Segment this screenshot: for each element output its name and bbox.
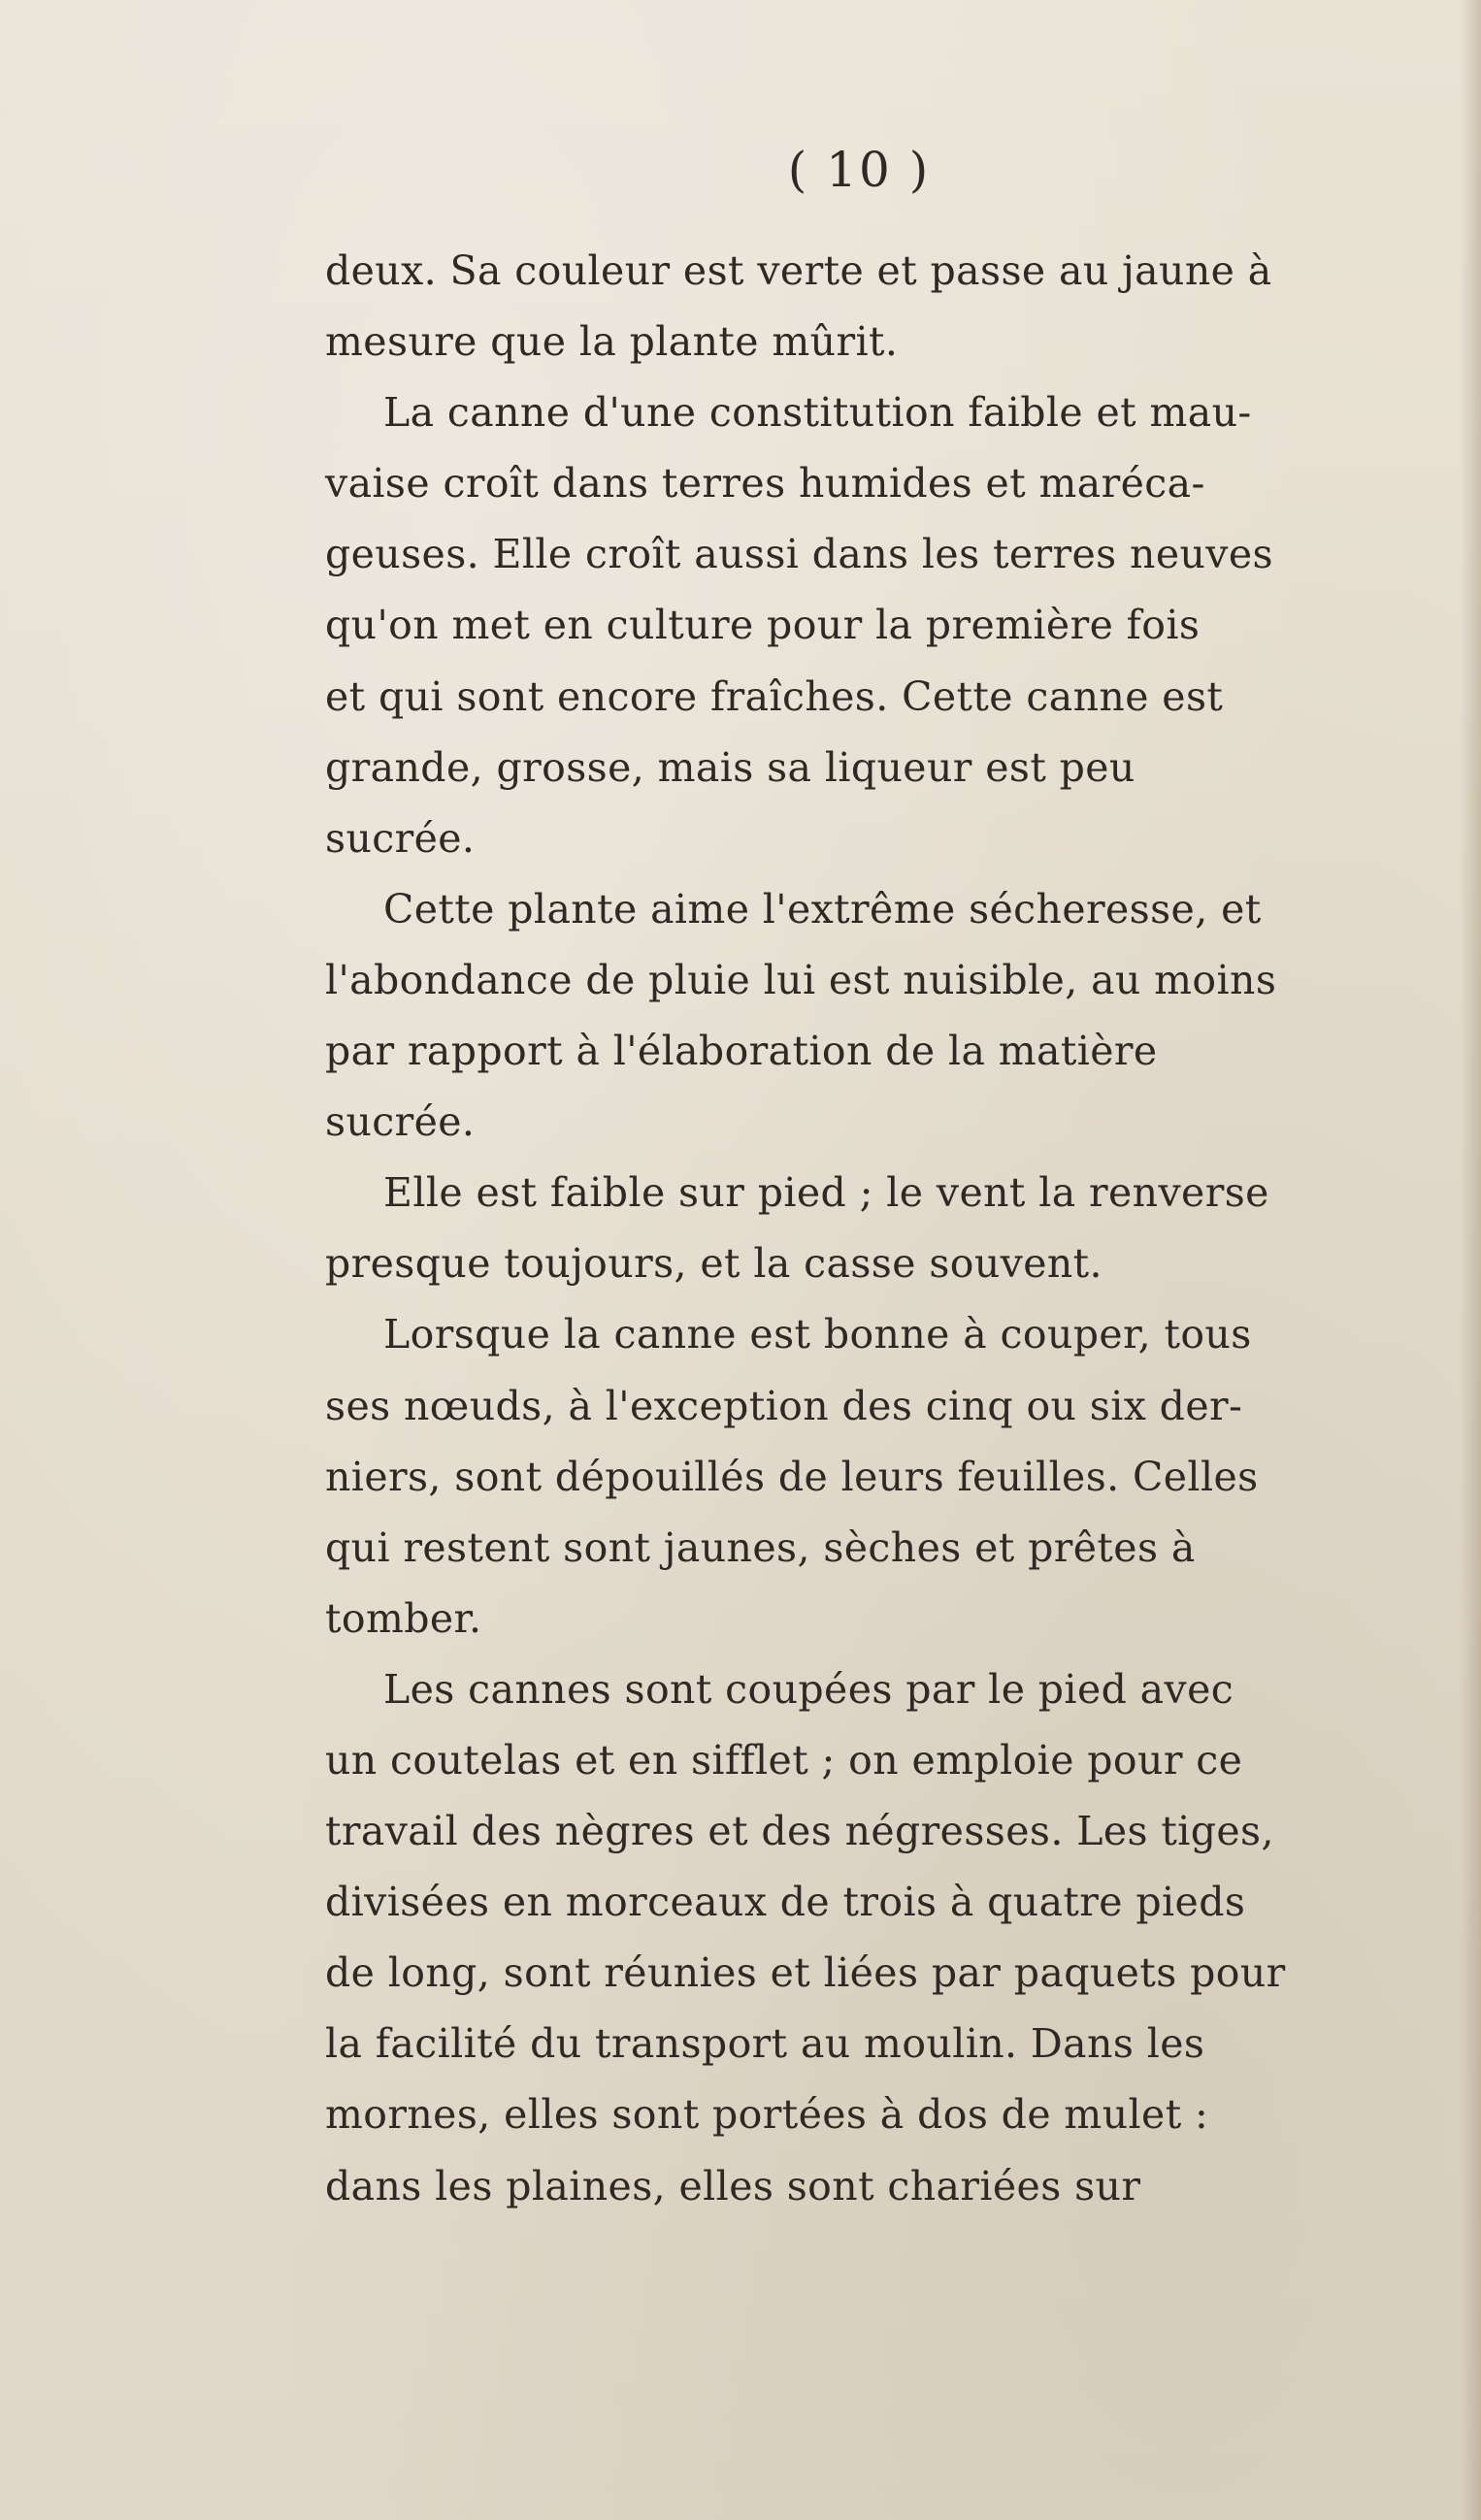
text-line: niers, sont dépouillés de leurs feuilles. Celles [325,1453,1259,1500]
text-line: presque toujours, et la casse souvent. [325,1240,1103,1288]
text-line: Lorsque la canne est bonne à couper, tous [383,1311,1252,1358]
text-line: dans les plaines, elles sont chariées sur [325,2162,1141,2209]
text-line: divisées en morceaux de trois à quatre pieds [325,1879,1246,1926]
text-line: la facilité du transport au moulin. Dans les [325,2020,1205,2068]
text-line: sucrée. [325,814,476,862]
text-line: Les cannes sont coupées par le pied avec [383,1665,1234,1713]
text-line: Cette plante aime l'extrême sécheresse, et [383,885,1262,933]
text-line: vaise croît dans terres humides et maréca- [325,460,1205,507]
text-line: mornes, elles sont portées à dos de mulet : [325,2091,1209,2139]
text-line: grande, grosse, mais sa liqueur est peu [325,743,1135,791]
text-line: deux. Sa couleur est verte et passe au jaune à [325,247,1272,294]
text-line: sucrée. [325,1098,476,1146]
text-line: de long, sont réunies et liées par paquets pour [325,1949,1286,1997]
body-text [325,236,1393,2222]
text-line: par rapport à l'élaboration de la matière [325,1028,1158,1075]
text-line: ses nœuds, à l'exception des cinq ou six der- [325,1382,1243,1429]
text-line: mesure que la plante mûrit. [325,318,899,366]
text-line: un coutelas et en sifflet ; on emploie pour ce [325,1736,1243,1784]
text-line: qui restent sont jaunes, sèches et prêtes à [325,1523,1196,1571]
text-line: geuses. Elle croît aussi dans les terres neuves [325,531,1273,578]
text-line: et qui sont encore fraîches. Cette canne est [325,672,1224,720]
text-line: qu'on met en culture pour la première fois [325,602,1201,649]
text-line: l'abondance de pluie lui est nuisible, au moins [325,956,1277,1003]
text-line: travail des nègres et des négresses. Les tiges, [325,1808,1274,1855]
text-line: Elle est faible sur pied ; le vent la renverse [383,1169,1269,1217]
text-line: tomber. [325,1594,482,1642]
page-edge-shadow [1460,0,1481,2520]
page-number: ( 10 ) [787,142,931,198]
text-line: La canne d'une constitution faible et mau- [383,389,1252,437]
